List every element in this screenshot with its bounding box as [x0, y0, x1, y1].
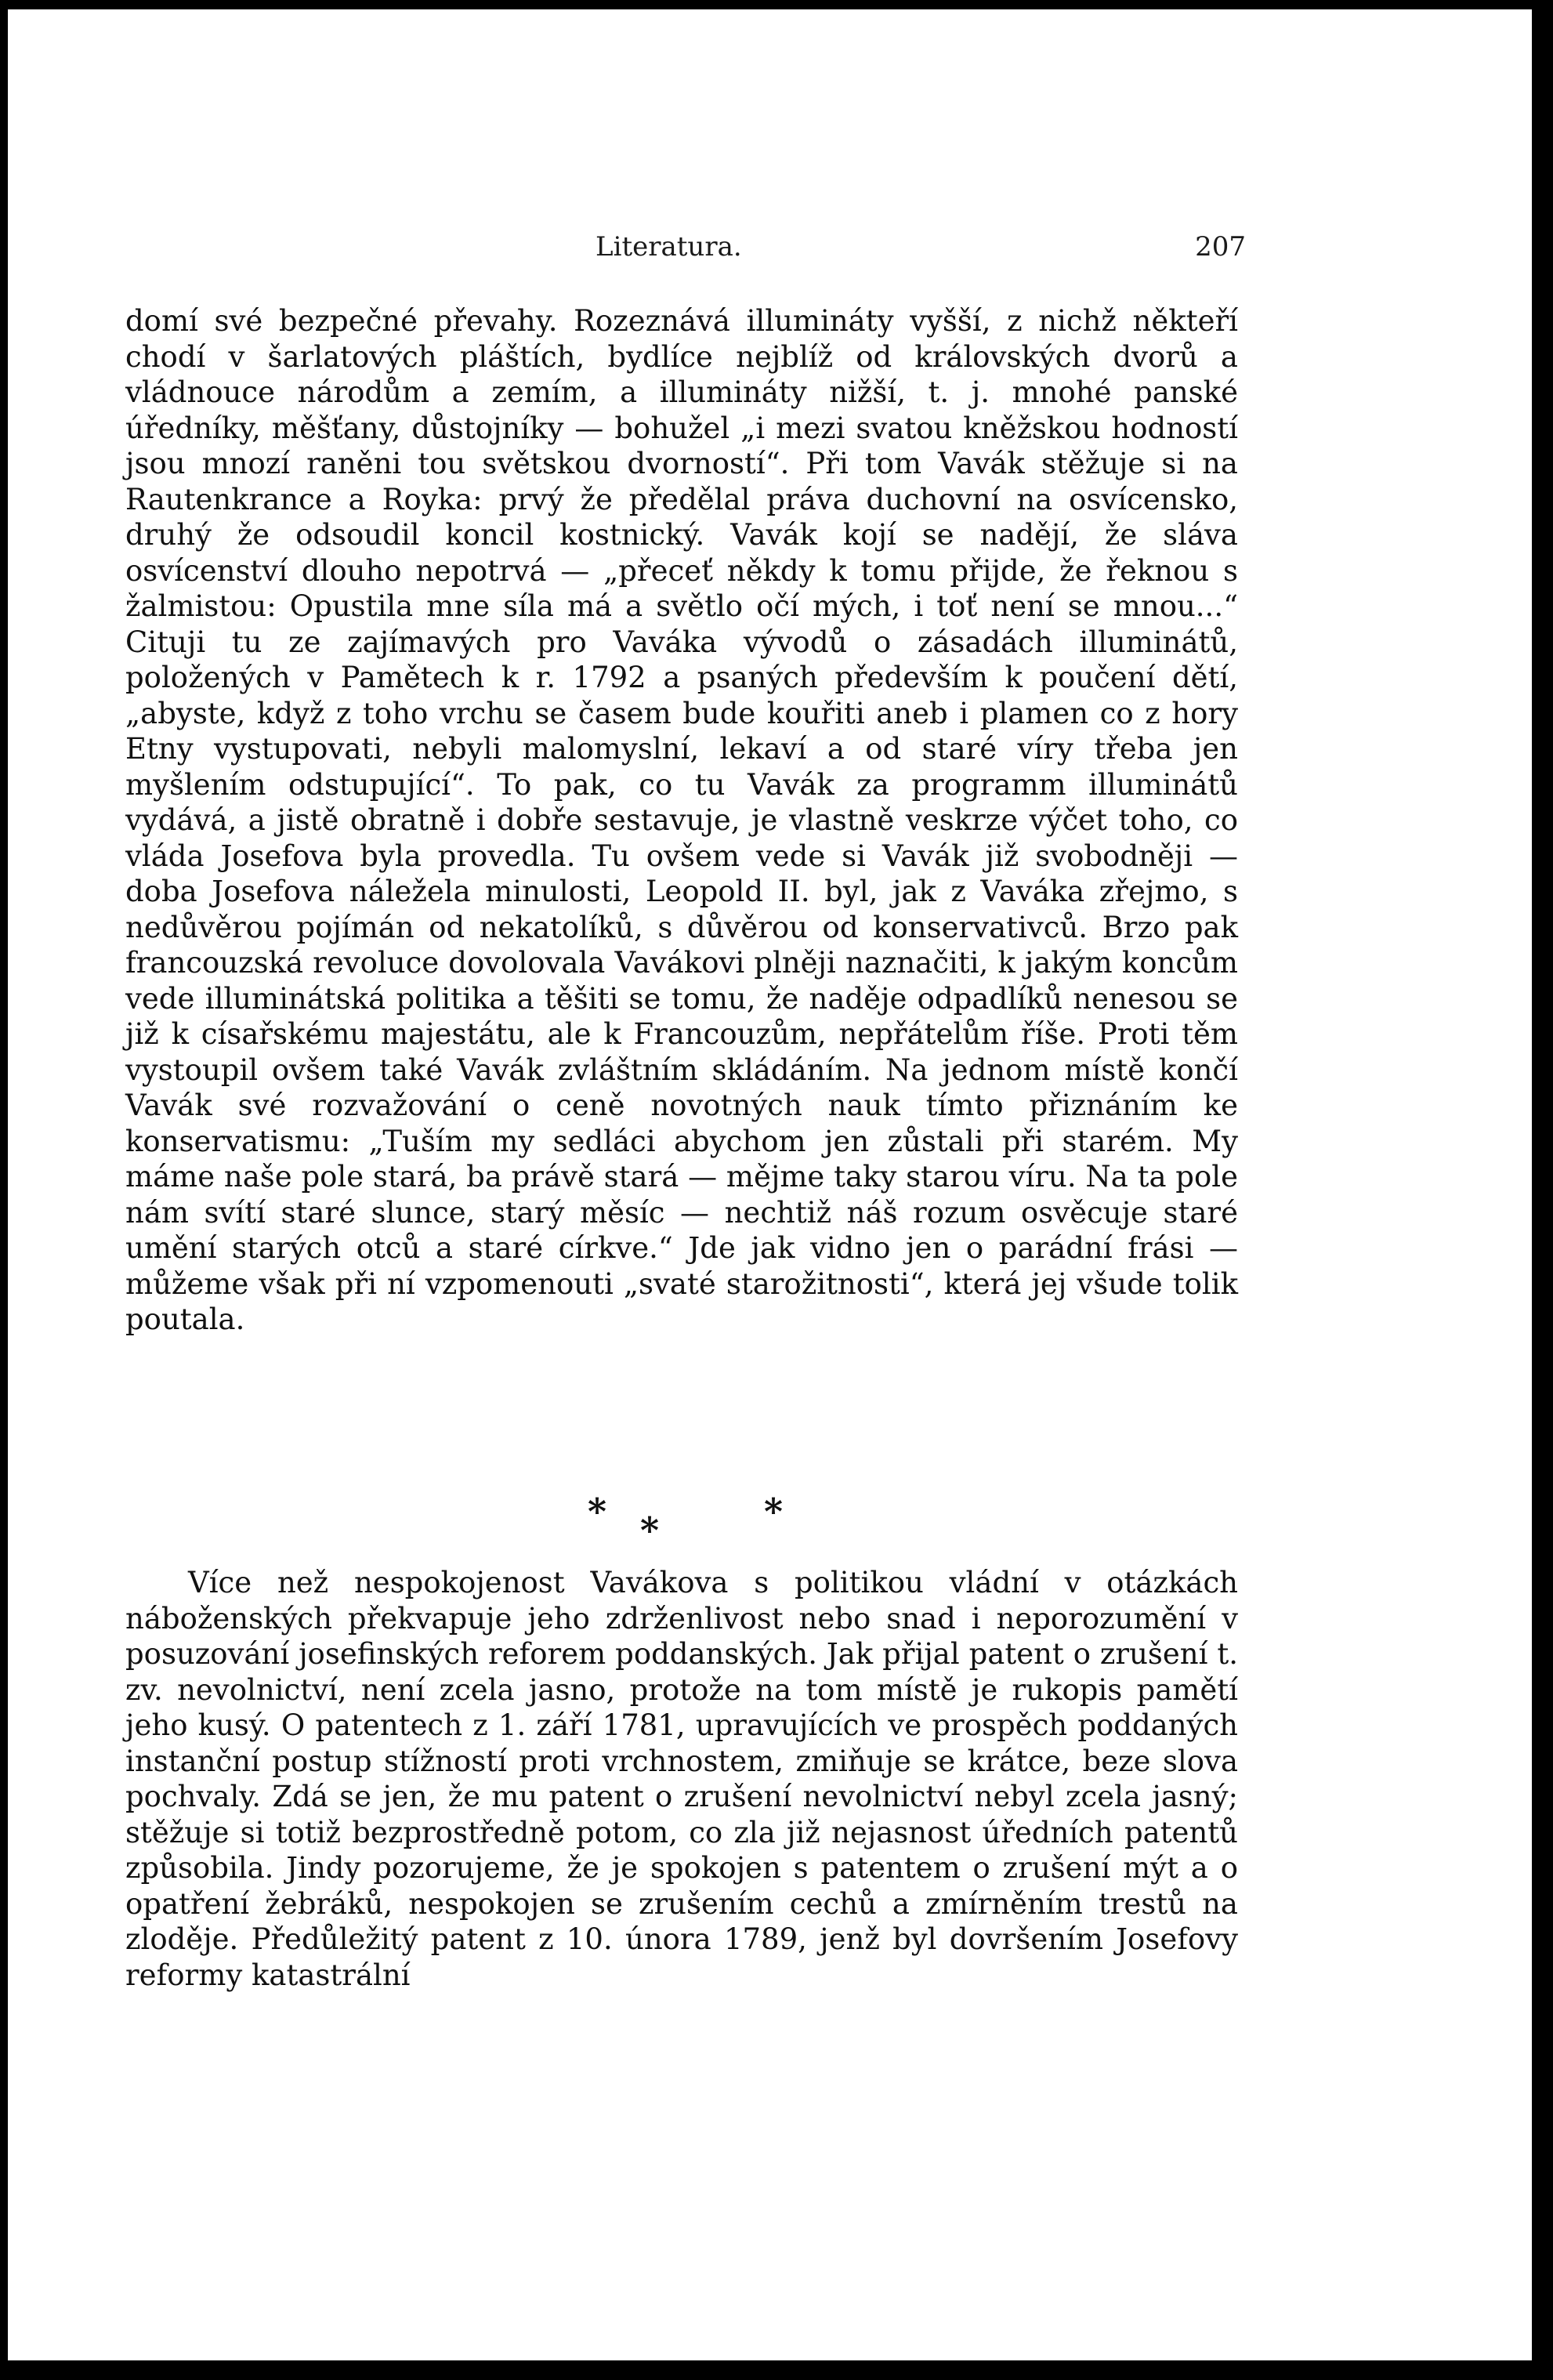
page-number: 207	[1195, 231, 1246, 263]
paragraph-continuation: domí své bezpečné převahy. Rozeznává illumináty vyšší, z nichž někteří chodí v šarlatových pláštích, bydlíce nejblíž od královských dvorů a vládnouce národům a zemím, a illumináty nižší, t. j. mnohé panské úředníky, měšťany, důstojníky — bohužel „i mezi svatou kněžskou hodností jsou mnozí raněni tou světskou dvorností“. Při tom Vavák stěžuje si na Rautenkrance a Royka: prvý že předělal práva duchovní na osvícensko, druhý že odsoudil koncil kostnický. Vavák kojí se nadějí, že sláva osvícenství dlouho nepotrvá — „přeceť někdy k tomu přijde, že řeknou s žalmistou: Opustila mne síla má a světlo očí mých, i toť není se mnou...“ Cituji tu ze zajímavých pro Vaváka vývodů o zásadách illuminátů, položených v Pamětech k r. 1792 a psaných především k poučení dětí, „abyste, když z toho vrchu se časem bude kouřiti aneb i plamen co z hory Etny vystupovati, nebyli malomyslní, lekaví a od staré víry třeba jen myšlením odstupující“. To pak, co tu Vavák za programm illuminátů vydává, a jistě obratně i dobře sestavuje, je vlastně veskrze výčet toho, co vláda Josefova byla provedla. Tu ovšem vede si Vavák již svobodněji — doba Josefova náležela minulosti, Leopold II. byl, jak z Vaváka zřejmo, s nedůvěrou pojímán od nekatolíků, s důvěrou od konservativců. Brzo pak francouzská revoluce dovolovala Vavákovi plněji naznačiti, k jakým koncům vede illuminátská politika a těšiti se tomu, že naděje odpadlíků nenesou se již k císařskému majestátu, ale k Francouzům, nepřátelům říše. Proti těm vystoupil ovšem také Vavák zvláštním skládáním. Na jednom místě končí Vavák své rozvažování o ceně novotných nauk tímto přiznáním ke konservatismu: „Tuším my sedláci abychom jen zůstali při starém. My máme naše pole stará, ba právě stará — mějme taky starou víru. Na ta pole nám svítí staré slunce, starý měsíc — nechtiž náš rozum osvěcuje staré umění starých otců a staré církve.“ Jde jak vidno jen o parádní frási — můžeme však při ní vzpomenouti „svaté starožitnosti“, která jej všude tolik poutala.	[125, 304, 1238, 1336]
running-title: Literatura.	[595, 231, 742, 263]
body-text-section-2	[125, 1565, 1238, 1993]
section-separator	[8, 1491, 1532, 1553]
separator-asterisk: *	[640, 1509, 660, 1552]
separator-asterisk: *	[588, 1491, 607, 1533]
book-page	[8, 9, 1532, 2360]
separator-asterisk: *	[764, 1491, 784, 1533]
page-header	[141, 231, 1246, 270]
body-text-section-1	[125, 303, 1238, 1338]
paragraph-new-section: Více než nespokojenost Vavákova s politikou vládní v otázkách náboženských překvapuje jeho zdrženlivost nebo snad i neporozumění v posuzování josefinských reforem poddanských. Jak přijal patent o zrušení t. zv. nevolnictví, není zcela jasno, protože na tom místě je rukopis pamětí jeho kusý. O patentech z 1. září 1781, upravujících ve prospěch poddaných instanční postup stížností proti vrchnostem, zmiňuje se krátce, beze slova pochvaly. Zdá se jen, že mu patent o zrušení nevolnictví nebyl zcela jasný; stěžuje si totiž bezprostředně potom, co zla již nejasnost úředních patentů způsobila. Jindy pozorujeme, že je spokojen s patentem o zrušení mýt a o opatření žebráků, nespokojen se zrušením cechů a zmírněním trestů na zloděje. Předůležitý patent z 10. února 1789, jenž byl dovršením Josefovy reformy katastrální	[125, 1566, 1238, 1992]
